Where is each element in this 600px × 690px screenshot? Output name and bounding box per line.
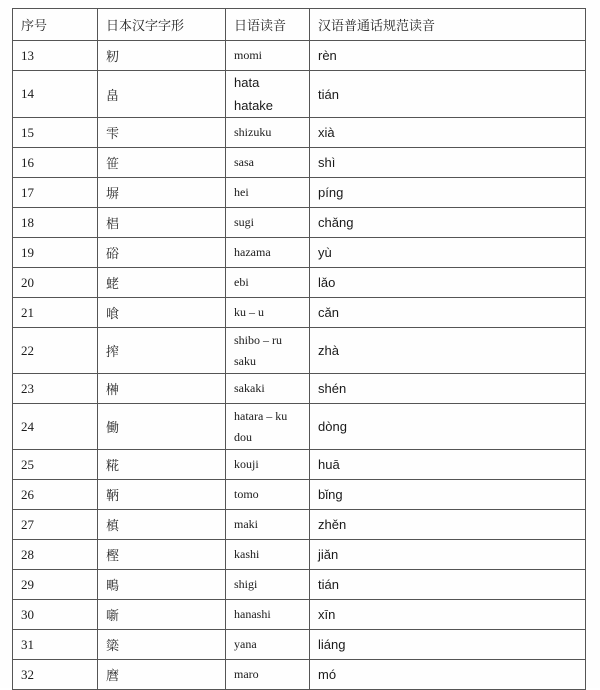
cell-mandarin-reading: yù	[310, 238, 586, 268]
cell-kanji: 搾	[98, 328, 226, 374]
cell-mandarin-reading: mó	[310, 660, 586, 690]
table-row	[13, 268, 586, 298]
cell-japanese-reading	[226, 118, 310, 148]
cell-kanji: 籾	[98, 41, 226, 71]
japanese-reading-line: hazama	[234, 245, 271, 259]
japanese-reading-line: momi	[234, 48, 263, 62]
japanese-reading-line: sakaki	[234, 381, 265, 395]
japanese-reading-line: sasa	[234, 155, 254, 169]
cell-no: 15	[13, 118, 98, 148]
japanese-reading-line: hanashi	[234, 607, 271, 621]
cell-japanese-reading	[226, 510, 310, 540]
cell-no: 17	[13, 178, 98, 208]
cell-no: 26	[13, 480, 98, 510]
cell-kanji: 畠	[98, 71, 226, 118]
cell-kanji: 樫	[98, 540, 226, 570]
cell-no: 32	[13, 660, 98, 690]
table-row	[13, 298, 586, 328]
cell-kanji: 糀	[98, 450, 226, 480]
header-no: 序号	[13, 9, 98, 41]
cell-no: 14	[13, 71, 98, 118]
cell-no: 19	[13, 238, 98, 268]
cell-mandarin-reading: dòng	[310, 404, 586, 450]
cell-kanji: 麿	[98, 660, 226, 690]
cell-japanese-reading	[226, 148, 310, 178]
cell-kanji: 榊	[98, 374, 226, 404]
cell-japanese-reading	[226, 41, 310, 71]
cell-no: 13	[13, 41, 98, 71]
cell-no: 23	[13, 374, 98, 404]
table-header-row	[13, 9, 586, 41]
japanese-reading-line: kashi	[234, 547, 260, 561]
table-row	[13, 480, 586, 510]
table-row	[13, 148, 586, 178]
japanese-reading-line: shigi	[234, 577, 258, 591]
cell-mandarin-reading: lǎo	[310, 268, 586, 298]
header-mandarin-reading: 汉语普通话规范读音	[310, 9, 586, 41]
table-row	[13, 510, 586, 540]
table-row	[13, 178, 586, 208]
cell-no: 16	[13, 148, 98, 178]
cell-mandarin-reading: huā	[310, 450, 586, 480]
cell-japanese-reading	[226, 178, 310, 208]
table-row	[13, 570, 586, 600]
cell-japanese-reading	[226, 374, 310, 404]
japanese-reading-line: hata	[234, 75, 260, 90]
table-row	[13, 450, 586, 480]
japanese-reading-line: ebi	[234, 275, 249, 289]
cell-japanese-reading	[226, 268, 310, 298]
cell-no: 22	[13, 328, 98, 374]
japanese-reading-line: sugi	[234, 215, 255, 229]
table-row	[13, 404, 586, 450]
table-row	[13, 118, 586, 148]
cell-kanji: 椙	[98, 208, 226, 238]
cell-kanji: 噺	[98, 600, 226, 630]
table-row	[13, 630, 586, 660]
cell-japanese-reading	[226, 480, 310, 510]
japanese-reading-line: kouji	[234, 457, 259, 471]
japanese-reading-line: maki	[234, 517, 258, 531]
cell-kanji: 鴫	[98, 570, 226, 600]
table-row	[13, 328, 586, 374]
table-body	[13, 41, 586, 690]
japanese-reading-line: dou	[234, 429, 252, 444]
cell-no: 29	[13, 570, 98, 600]
cell-japanese-reading	[226, 238, 310, 268]
cell-japanese-reading	[226, 328, 310, 374]
cell-mandarin-reading: zhěn	[310, 510, 586, 540]
cell-japanese-reading	[226, 540, 310, 570]
cell-kanji: 鞆	[98, 480, 226, 510]
cell-mandarin-reading: shén	[310, 374, 586, 404]
cell-mandarin-reading: cǎn	[310, 298, 586, 328]
japanese-reading-line: yana	[234, 637, 257, 651]
japanese-reading-line: hatara – ku	[234, 408, 288, 423]
cell-kanji: 働	[98, 404, 226, 450]
table-row	[13, 374, 586, 404]
cell-no: 21	[13, 298, 98, 328]
cell-mandarin-reading: liáng	[310, 630, 586, 660]
cell-no: 18	[13, 208, 98, 238]
cell-mandarin-reading: tián	[310, 570, 586, 600]
cell-kanji: 硲	[98, 238, 226, 268]
cell-kanji: 槙	[98, 510, 226, 540]
cell-mandarin-reading: tián	[310, 71, 586, 118]
japanese-reading-line: hei	[234, 185, 249, 199]
cell-japanese-reading	[226, 208, 310, 238]
cell-no: 20	[13, 268, 98, 298]
cell-mandarin-reading: jiǎn	[310, 540, 586, 570]
cell-no: 31	[13, 630, 98, 660]
japanese-reading-line: shizuku	[234, 125, 272, 139]
table-row	[13, 238, 586, 268]
table-row	[13, 660, 586, 690]
japanese-reading-line: maro	[234, 667, 259, 681]
cell-mandarin-reading: zhà	[310, 328, 586, 374]
cell-kanji: 塀	[98, 178, 226, 208]
header-kanji: 日本汉字字形	[98, 9, 226, 41]
japanese-reading-line: hatake	[234, 98, 274, 113]
cell-no: 28	[13, 540, 98, 570]
japanese-reading-line: saku	[234, 353, 256, 368]
cell-japanese-reading	[226, 660, 310, 690]
table-row	[13, 71, 586, 118]
cell-no: 25	[13, 450, 98, 480]
cell-kanji: 蛯	[98, 268, 226, 298]
cell-japanese-reading	[226, 71, 310, 118]
cell-kanji: 笹	[98, 148, 226, 178]
cell-japanese-reading	[226, 630, 310, 660]
cell-japanese-reading	[226, 450, 310, 480]
cell-mandarin-reading: rèn	[310, 41, 586, 71]
cell-japanese-reading	[226, 298, 310, 328]
cell-mandarin-reading: chǎng	[310, 208, 586, 238]
cell-japanese-reading	[226, 600, 310, 630]
cell-no: 24	[13, 404, 98, 450]
cell-japanese-reading	[226, 404, 310, 450]
cell-no: 27	[13, 510, 98, 540]
cell-mandarin-reading: xīn	[310, 600, 586, 630]
kanji-reading-table	[12, 8, 586, 690]
cell-kanji: 簗	[98, 630, 226, 660]
cell-mandarin-reading: bǐng	[310, 480, 586, 510]
cell-mandarin-reading: xià	[310, 118, 586, 148]
table-row	[13, 600, 586, 630]
cell-mandarin-reading: píng	[310, 178, 586, 208]
cell-mandarin-reading: shì	[310, 148, 586, 178]
table-row	[13, 208, 586, 238]
japanese-reading-line: shibo – ru	[234, 332, 282, 347]
japanese-reading-line: tomo	[234, 487, 259, 501]
cell-kanji: 喰	[98, 298, 226, 328]
table-row	[13, 41, 586, 71]
header-japanese-reading: 日语读音	[226, 9, 310, 41]
cell-japanese-reading	[226, 570, 310, 600]
table-row	[13, 540, 586, 570]
japanese-reading-line: ku – u	[234, 305, 264, 319]
cell-no: 30	[13, 600, 98, 630]
cell-kanji: 雫	[98, 118, 226, 148]
